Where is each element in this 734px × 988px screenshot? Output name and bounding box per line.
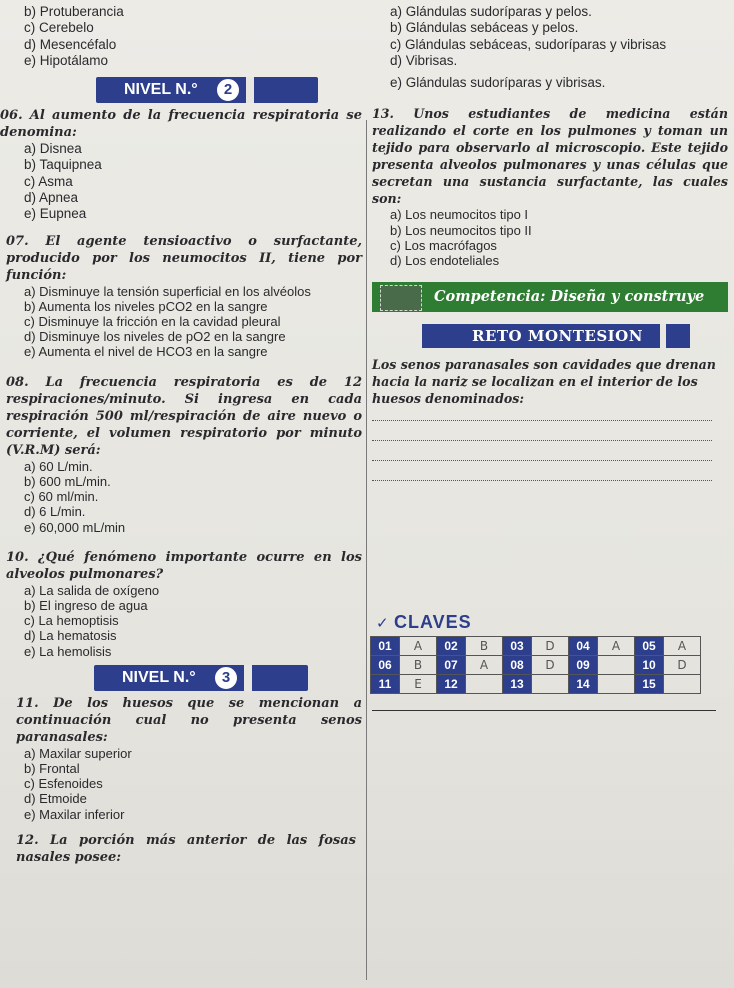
option-b[interactable]: b) El ingreso de agua (24, 597, 148, 613)
question-13: 13. Unos estudiantes de medicina están realizando el corte en los pulmones y toman un tejido para observarlo al microscopio. Este tejido presenta alveolos pulmonares y unas células que secretan una sustancia surfactante, las cuales son: (372, 106, 728, 207)
reto-title: RETO MONTESION (472, 327, 643, 346)
answer-key-row (371, 656, 701, 675)
option-e[interactable]: e) Eupnea (24, 206, 87, 222)
prev-question-options-right (372, 4, 728, 91)
question-number-cell: 11 (371, 675, 400, 694)
q10-options (6, 583, 362, 659)
answer-key-table (370, 636, 701, 694)
answer-line[interactable] (372, 479, 712, 481)
option-a[interactable]: a) Los neumocitos tipo I (390, 207, 529, 223)
question-06: 06. Al aumento de la frecuencia respiratoria se denomina: (0, 108, 362, 141)
question-number-cell: 07 (437, 656, 466, 675)
question-07: 07. El agente tensioactivo o surfactante, producido por los neumocitos II, tiene por función: (6, 233, 362, 283)
option-e[interactable]: e) Glándulas sudoríparas y vibrisas. (390, 75, 606, 91)
q13-options (372, 207, 728, 268)
question-number-cell: 05 (635, 637, 664, 656)
people-icon (380, 285, 422, 311)
banner-notch (246, 77, 254, 103)
option-a[interactable]: a) Disminuye la tensión superficial en los alvéolos (24, 283, 311, 299)
question-number-cell: 15 (635, 675, 664, 694)
answer-key-row (371, 637, 701, 656)
answer-cell[interactable]: B (400, 656, 437, 675)
option-d[interactable]: d) Los endoteliales (390, 253, 500, 269)
answer-cell[interactable] (466, 675, 503, 694)
checkmark-icon: ✓ (376, 615, 389, 632)
competencia-banner (372, 282, 728, 312)
option-a[interactable]: a) Glándulas sudoríparas y pelos. (390, 4, 592, 19)
question-12: 12. La porción más anterior de las fosas nasales posee: (16, 832, 356, 865)
answer-cell[interactable]: D (664, 656, 701, 675)
question-number-cell: 12 (437, 675, 466, 694)
question-number-cell: 13 (503, 675, 532, 694)
answer-line[interactable] (372, 439, 712, 441)
option-d[interactable]: d) Apnea (24, 190, 79, 206)
left-column (0, 4, 362, 866)
level-3-banner (94, 665, 308, 691)
answer-cell[interactable] (598, 656, 635, 675)
answer-cell[interactable]: A (598, 637, 635, 656)
level-number-badge: 3 (214, 666, 238, 690)
option-b[interactable]: b) Protuberancia (24, 4, 124, 19)
level-2-banner (96, 77, 318, 103)
option-d[interactable]: d) Etmoide (24, 791, 87, 807)
question-08: 08. La frecuencia respiratoria es de 12 respiraciones/minuto. Si ingresa en cada respiración 500 ml/respiración de aire nuevo o corriente, el volumen respiratorio por minuto (V.R.M) será: (6, 374, 362, 458)
question-10: 10. ¿Qué fenómeno importante ocurre en los alveolos pulmonares? (6, 549, 362, 582)
option-a[interactable]: a) 60 L/min. (24, 458, 93, 474)
level-number-badge: 2 (216, 78, 240, 102)
option-c[interactable]: c) Disminuye la fricción en la cavidad pleural (24, 314, 281, 330)
option-c[interactable]: c) La hemoptisis (24, 613, 119, 629)
banner-notch (660, 324, 666, 348)
option-c[interactable]: c) Esfenoides (24, 776, 103, 792)
right-column (372, 4, 728, 481)
option-d[interactable]: d) Disminuye los niveles de pO2 en la sangre (24, 329, 286, 345)
q11-options (6, 746, 362, 822)
option-d[interactable]: d) 6 L/min. (24, 504, 86, 520)
option-e[interactable]: e) Maxilar inferior (24, 806, 125, 822)
question-number-cell: 06 (371, 656, 400, 675)
option-c[interactable]: c) Cerebelo (24, 20, 94, 36)
option-c[interactable]: c) Glándulas sebáceas, sudoríparas y vibrisas (390, 36, 667, 52)
option-e[interactable]: e) 60,000 mL/min (24, 519, 126, 535)
option-b[interactable]: b) Aumenta los niveles pCO2 en la sangre (24, 298, 268, 314)
option-c[interactable]: c) 60 ml/min. (24, 489, 99, 505)
question-11: 11. De los huesos que se mencionan a continuación cual no presenta senos paranasales: (16, 695, 362, 745)
answer-cell[interactable]: B (466, 637, 503, 656)
question-number-cell: 14 (569, 675, 598, 694)
answer-cell[interactable] (598, 675, 635, 694)
banner-notch (244, 665, 252, 691)
q06-options (6, 141, 362, 222)
option-c[interactable]: c) Asma (24, 173, 73, 189)
option-b[interactable]: b) 600 mL/min. (24, 473, 111, 489)
question-number-cell: 03 (503, 637, 532, 656)
answer-cell[interactable] (532, 675, 569, 694)
answer-key-row (371, 675, 701, 694)
answer-line[interactable] (372, 419, 712, 421)
column-divider (366, 120, 367, 980)
answer-cell[interactable] (664, 675, 701, 694)
option-e[interactable]: e) Hipotálamo (24, 52, 109, 68)
option-a[interactable]: a) Maxilar superior (24, 745, 132, 761)
question-number-cell: 02 (437, 637, 466, 656)
q08-options (6, 459, 362, 535)
option-e[interactable]: e) Aumenta el nivel de HCO3 en la sangre (24, 344, 268, 360)
option-d[interactable]: d) Mesencéfalo (24, 36, 117, 52)
option-a[interactable]: a) Disnea (24, 141, 82, 157)
q07-options (6, 284, 362, 360)
option-b[interactable]: b) Taquipnea (24, 157, 102, 173)
option-b[interactable]: b) Los neumocitos tipo II (390, 222, 532, 238)
level-label: NIVEL N.° (124, 81, 198, 99)
option-d[interactable]: d) La hematosis (24, 628, 117, 644)
reto-question: Los senos paranasales son cavidades que drenan hacia la nariz se localizan en el interior de los huesos denominados: (372, 357, 716, 407)
option-d[interactable]: d) Vibrisas. (390, 52, 458, 68)
question-number-cell: 08 (503, 656, 532, 675)
answer-cell[interactable]: D (532, 637, 569, 656)
option-b[interactable]: b) Frontal (24, 760, 80, 776)
question-number-cell: 04 (569, 637, 598, 656)
prev-question-options (6, 4, 362, 69)
competencia-text: Competencia: Diseña y construye (434, 288, 705, 306)
answer-key-title: CLAVES (394, 612, 472, 632)
answer-cell[interactable]: A (466, 656, 503, 675)
level-label: NIVEL N.° (122, 668, 196, 686)
answer-line[interactable] (372, 459, 712, 461)
answer-key (366, 612, 716, 694)
answer-cell[interactable]: A (400, 637, 437, 656)
separator-line (372, 710, 716, 711)
option-e[interactable]: e) La hemolisis (24, 643, 112, 659)
answer-cell[interactable]: A (664, 637, 701, 656)
answer-cell[interactable]: E (400, 675, 437, 694)
question-number-cell: 01 (371, 637, 400, 656)
question-number-cell: 09 (569, 656, 598, 675)
question-number-cell: 10 (635, 656, 664, 675)
option-a[interactable]: a) La salida de oxígeno (24, 582, 160, 598)
option-b[interactable]: b) Glándulas sebáceas y pelos. (390, 20, 579, 36)
reto-banner (422, 324, 690, 348)
answer-cell[interactable]: D (532, 656, 569, 675)
answer-key-header (376, 612, 504, 636)
option-c[interactable]: c) Los macrófagos (390, 237, 497, 253)
